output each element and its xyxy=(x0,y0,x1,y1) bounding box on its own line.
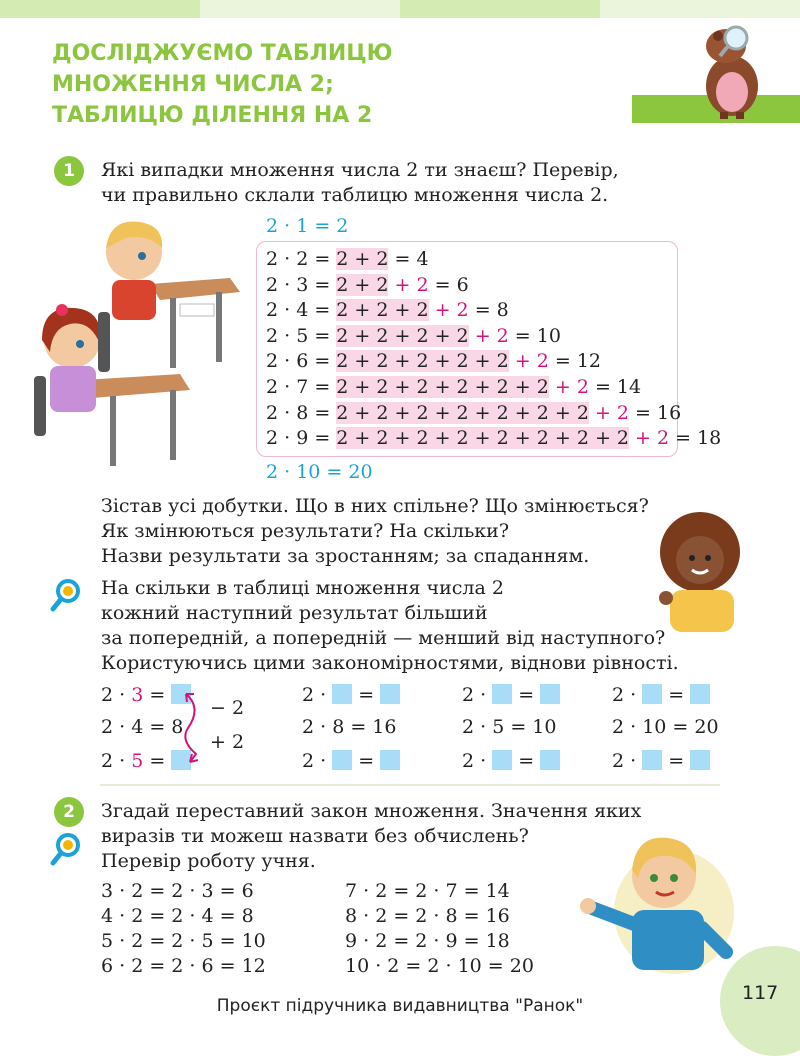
page-number: 117 xyxy=(742,982,779,1004)
prompt-line: чи правильно склали таблицю множення числа 2. xyxy=(101,184,609,206)
answer-blank[interactable] xyxy=(642,684,662,704)
table-row-last: 2 · 10 = 20 xyxy=(266,461,373,483)
row-sum: 2 + 2 + 2 xyxy=(336,299,429,322)
commutative-equation: 10 · 2 = 2 · 10 = 20 xyxy=(345,955,534,977)
answer-blank[interactable] xyxy=(690,684,710,704)
answer-blank[interactable] xyxy=(492,750,512,770)
eq-part: = xyxy=(662,684,691,706)
magnifier-icon xyxy=(50,832,80,868)
answer-blank[interactable] xyxy=(380,684,400,704)
row-factor: 2 · 8 = xyxy=(266,401,337,424)
equation: 2 · 8 = 16 xyxy=(302,716,397,738)
eq-part: = xyxy=(352,684,381,706)
row-factor: 2 · 3 = xyxy=(266,273,337,296)
equation: 2 · 10 = 20 xyxy=(612,716,719,738)
row-result: = 8 xyxy=(468,299,509,322)
table-row xyxy=(266,401,721,427)
equation xyxy=(302,750,400,772)
answer-blank[interactable] xyxy=(380,750,400,770)
change-arrows-icon xyxy=(182,690,208,770)
row-extra: + 2 xyxy=(629,427,670,450)
question-line: Назви результати за зростанням; за спаданням. xyxy=(101,545,590,567)
boy-illustration xyxy=(576,824,736,974)
task-number-badge: 1 xyxy=(54,156,84,186)
prompt-line: виразів ти можеш назвати без обчислень? xyxy=(101,825,529,847)
row-result: = 14 xyxy=(588,375,642,398)
row-result: = 10 xyxy=(508,324,561,347)
plus-two-label: + 2 xyxy=(210,731,245,753)
table-row xyxy=(266,324,721,350)
strip-segment xyxy=(400,0,600,18)
minus-two-label: − 2 xyxy=(210,697,245,719)
eq-part: = xyxy=(143,684,172,706)
eq-part: = xyxy=(662,750,691,772)
task2-prompt xyxy=(101,799,641,874)
title-line: ДОСЛІДЖУЄМО ТАБЛИЦЮ xyxy=(52,41,393,66)
task2-left-column xyxy=(101,879,266,979)
commutative-equation: 6 · 2 = 2 · 6 = 12 xyxy=(101,955,266,977)
equation xyxy=(462,684,560,706)
page-title xyxy=(52,38,612,131)
row-factor: 2 · 7 = xyxy=(266,375,337,398)
row-result: = 12 xyxy=(548,350,602,373)
equation xyxy=(612,750,710,772)
eq-factor: 5 xyxy=(131,750,144,772)
row-result: = 18 xyxy=(669,427,722,450)
eq-part: = xyxy=(352,750,381,772)
eq-part: 2 · xyxy=(612,684,643,706)
commutative-equation: 9 · 2 = 2 · 9 = 18 xyxy=(345,930,510,952)
prompt-line: Згадай переставний закон множення. Значення яких xyxy=(101,800,642,822)
row-factor: 2 · 9 = xyxy=(266,427,337,450)
equation: 2 · 5 = 10 xyxy=(462,716,557,738)
row-result: = 16 xyxy=(629,401,682,424)
top-color-strip xyxy=(0,0,800,18)
question-line: Як змінюються результати? На скільки? xyxy=(101,520,510,542)
strip-segment xyxy=(0,0,200,18)
row-factor: 2 · 2 = xyxy=(266,248,337,270)
equation xyxy=(101,750,191,772)
answer-blank[interactable] xyxy=(642,750,662,770)
research-line: за попередній, а попередній — менший від наступного? xyxy=(101,627,666,649)
row-sum: 2 + 2 + 2 + 2 + 2 xyxy=(336,350,509,373)
row-extra: + 2 xyxy=(548,375,589,398)
eq-part: 2 · xyxy=(101,684,132,706)
eq-part: 2 · xyxy=(462,684,493,706)
row-extra: + 2 xyxy=(468,324,509,347)
research-line: кожний наступний результат більший xyxy=(101,602,488,624)
row-sum: 2 + 2 + 2 + 2 + 2 + 2 xyxy=(336,375,549,398)
answer-blank[interactable] xyxy=(540,750,560,770)
eq-part: 2 · xyxy=(101,750,132,772)
prompt-line: Перевір роботу учня. xyxy=(101,850,316,872)
row-factor: 2 · 6 = xyxy=(266,350,337,373)
row-sum: 2 + 2 + 2 + 2 + 2 + 2 + 2 + 2 xyxy=(336,427,629,450)
table-row xyxy=(266,375,721,401)
task-number-badge: 2 xyxy=(54,797,84,827)
commutative-equation: 7 · 2 = 2 · 7 = 14 xyxy=(345,880,510,902)
row-factor: 2 · 4 = xyxy=(266,299,337,322)
answer-blank[interactable] xyxy=(540,684,560,704)
task1-questions xyxy=(101,494,649,569)
footer-note: Проєкт підручника видавництва "Ранок" xyxy=(216,996,584,1016)
equation xyxy=(101,684,191,706)
answer-blank[interactable] xyxy=(332,684,352,704)
table-row xyxy=(266,247,721,273)
capybara-mascot-illustration xyxy=(690,14,770,119)
eq-factor: 3 xyxy=(131,684,144,706)
task2-right-column xyxy=(345,879,534,979)
commutative-equation: 3 · 2 = 2 · 3 = 6 xyxy=(101,880,254,902)
answer-blank[interactable] xyxy=(492,684,512,704)
research-line: Користуючись цими закономірностями, віднови рівності. xyxy=(101,652,679,674)
title-line: МНОЖЕННЯ ЧИСЛА 2; xyxy=(52,72,334,97)
row-sum: 2 + 2 + 2 + 2 xyxy=(336,324,469,347)
prompt-line: Які випадки множення числа 2 ти знаєш? Перевір, xyxy=(101,159,619,181)
row-sum: 2 + 2 xyxy=(336,273,389,296)
table-row-first: 2 · 1 = 2 xyxy=(266,215,349,237)
table-row xyxy=(266,298,721,324)
equation xyxy=(302,684,400,706)
row-sum: 2 + 2 + 2 + 2 + 2 + 2 + 2 xyxy=(336,401,589,424)
question-line: Зістав усі добутки. Що в них спільне? Що змінюється? xyxy=(101,495,649,517)
eq-part: = xyxy=(143,750,172,772)
table-row xyxy=(266,273,721,299)
section-divider xyxy=(100,784,720,786)
row-result: = 6 xyxy=(428,273,469,296)
table-row xyxy=(266,349,721,375)
magnifier-icon xyxy=(50,578,80,614)
title-line: ТАБЛИЦЮ ДІЛЕННЯ НА 2 xyxy=(52,103,373,128)
answer-blank[interactable] xyxy=(332,750,352,770)
equation: 2 · 4 = 8 xyxy=(101,716,184,738)
eq-part: = xyxy=(512,750,541,772)
commutative-equation: 4 · 2 = 2 · 4 = 8 xyxy=(101,905,254,927)
row-extra: + 2 xyxy=(388,273,429,296)
commutative-equation: 5 · 2 = 2 · 5 = 10 xyxy=(101,930,266,952)
row-extra: + 2 xyxy=(588,401,630,424)
equation xyxy=(612,684,710,706)
answer-blank[interactable] xyxy=(690,750,710,770)
eq-part: = xyxy=(512,684,541,706)
task1-prompt xyxy=(101,158,619,208)
row-extra: + 2 xyxy=(428,299,469,322)
eq-part: 2 · xyxy=(302,684,333,706)
commutative-equation: 8 · 2 = 2 · 8 = 16 xyxy=(345,905,510,927)
research-line: На скільки в таблиці множення числа 2 xyxy=(101,577,504,599)
multiplication-table xyxy=(266,247,721,452)
equation xyxy=(462,750,560,772)
strip-segment xyxy=(200,0,400,18)
research-question xyxy=(101,576,679,676)
row-result: = 4 xyxy=(388,248,429,270)
table-row xyxy=(266,426,721,452)
children-at-desks-illustration xyxy=(30,212,252,482)
row-factor: 2 · 5 = xyxy=(266,324,337,347)
row-sum: 2 + 2 xyxy=(336,248,389,270)
row-extra: + 2 xyxy=(508,350,549,373)
eq-part: 2 · xyxy=(612,750,643,772)
eq-part: 2 · xyxy=(462,750,493,772)
eq-part: 2 · xyxy=(302,750,333,772)
